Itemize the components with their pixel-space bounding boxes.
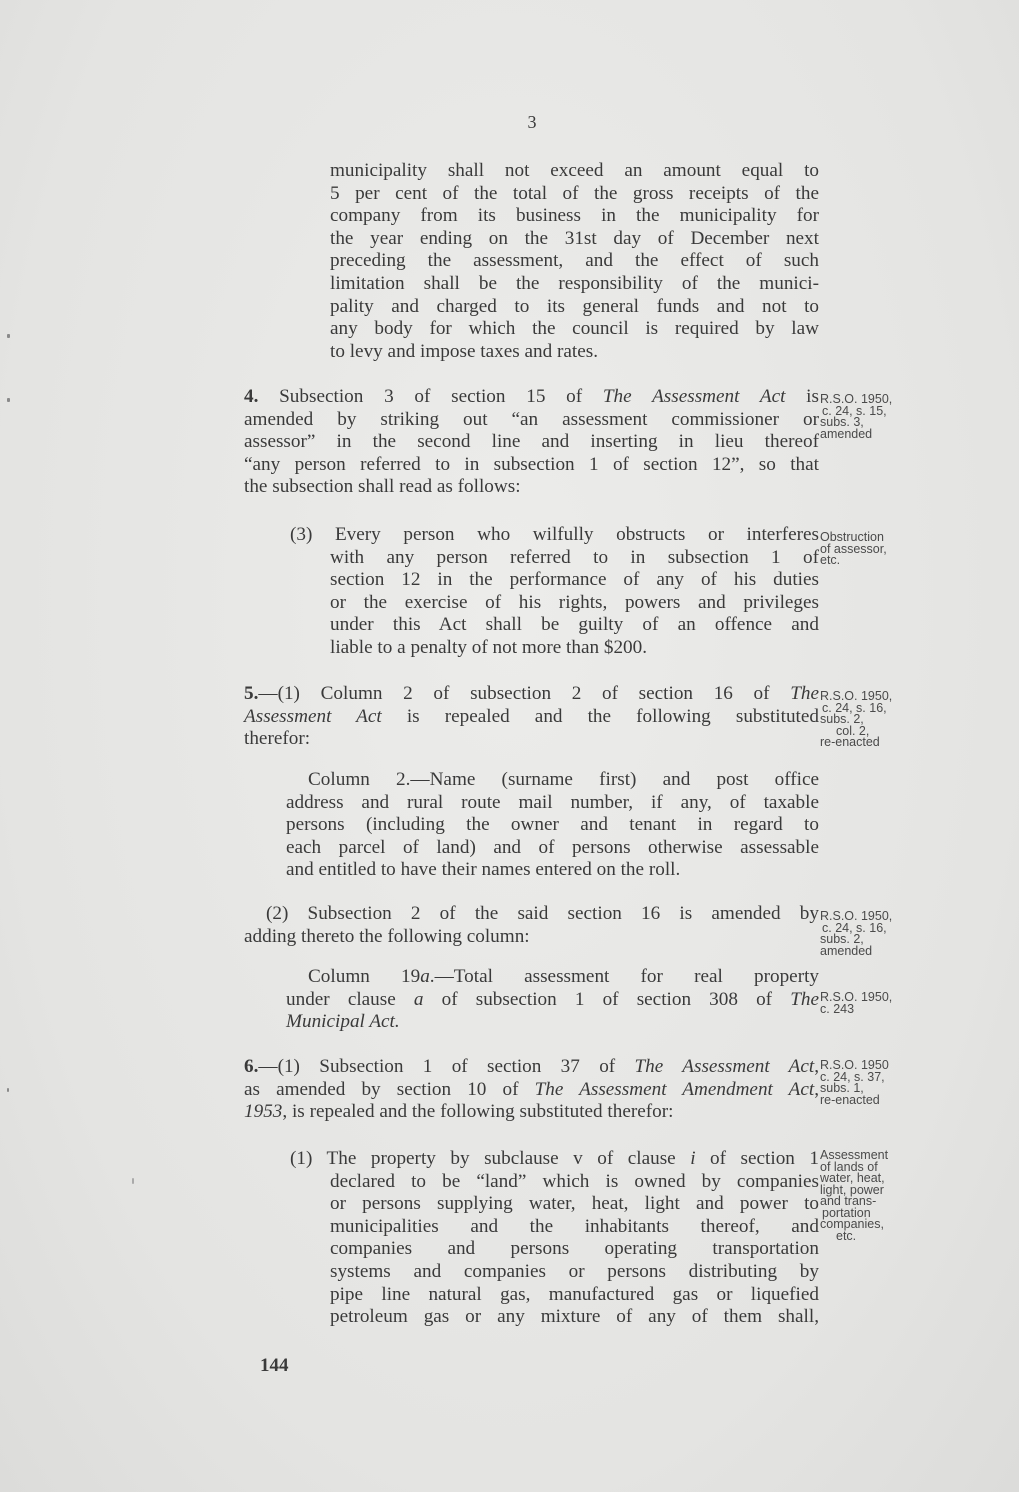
text-line: declared to be “land” which is owned by companies <box>330 1170 819 1192</box>
text-line: under clause a of subsection 1 of section 308 of The <box>286 988 819 1010</box>
text-line: assessor” in the second line and inserting in lieu thereof <box>244 431 819 453</box>
text-line: and entitled to have their names entered on the roll. <box>286 859 681 881</box>
text-line: to levy and impose taxes and rates. <box>330 340 599 362</box>
text-line: Column 19a.—Total assessment for real property <box>308 966 820 987</box>
paper-speck <box>132 1178 134 1184</box>
margin-note-section-5: R.S.O. 1950, c. 24, s. 16, subs. 2, col. 2, re-enacted <box>820 689 893 749</box>
text-line: the subsection shall read as follows: <box>244 476 521 498</box>
continuation-paragraph <box>330 160 819 363</box>
text-line: the year ending on the 31st day of December next <box>330 227 819 249</box>
section-number: 4. <box>244 386 259 407</box>
text-line: 6.—(1) Subsection 1 of section 37 of The Assessment Act, <box>244 1056 819 1077</box>
column-2-definition <box>286 769 819 882</box>
text-line: “any person referred to in subsection 1 of section 12”, so that <box>244 453 819 475</box>
column-19a-definition <box>286 966 819 1034</box>
text-line: company from its business in the municipality for <box>330 205 819 227</box>
text-line: 1953, is repealed and the following substituted therefor: <box>244 1101 674 1123</box>
paper-speck <box>7 334 10 338</box>
section-number: 5. <box>244 683 259 704</box>
page-number-top: 3 <box>527 112 537 132</box>
margin-note-section-6: R.S.O. 1950 c. 24, s. 37, subs. 1, re-enacted <box>820 1058 889 1107</box>
text-line: Column 2.—Name (surname first) and post office <box>308 769 819 790</box>
text-line: 4. Subsection 3 of section 15 of The Assessment Act is <box>244 386 819 407</box>
text-line: municipality shall not exceed an amount equal to <box>330 160 819 181</box>
text-line: (3) Every person who wilfully obstructs or interferes <box>290 524 819 545</box>
section-6 <box>244 1056 819 1124</box>
text-line: any body for which the council is required by law <box>330 318 819 340</box>
text-line: or the exercise of his rights, powers and privileges <box>330 591 819 613</box>
margin-note-assessment-lands: Assessment of lands of water, heat, light, power and trans- portation companies, etc. <box>820 1148 889 1243</box>
text-line: petroleum gas or any mixture of any of them shall, <box>330 1306 819 1328</box>
text-line: address and rural route mail number, if any, of taxable <box>286 791 819 813</box>
section-number: 6. <box>244 1056 259 1077</box>
section-4 <box>244 386 819 499</box>
text-line: as amended by section 10 of The Assessment Amendment Act, <box>244 1078 819 1100</box>
text-line: under this Act shall be guilty of an offence and <box>330 614 819 636</box>
page-number-bottom: 144 <box>260 1355 289 1376</box>
text-line: with any person referred to in subsection 1 of <box>330 546 819 568</box>
text-line: liable to a penalty of not more than $200. <box>330 636 648 658</box>
text-line: amended by striking out “an assessment commissioner or <box>244 408 819 430</box>
section-6-quoted-subsection <box>290 1148 819 1329</box>
text-line: each parcel of land) and of persons otherwise assessable <box>286 836 819 858</box>
text-line: 5 per cent of the total of the gross receipts of the <box>330 182 819 204</box>
text-line: companies and persons operating transportation <box>330 1238 819 1260</box>
text-line: or persons supplying water, heat, light and power to <box>330 1193 819 1215</box>
text-line: section 12 in the performance of any of his duties <box>330 569 819 591</box>
text-line: systems and companies or persons distributing by <box>330 1260 819 1282</box>
text-line: pality and charged to its general funds and not to <box>330 295 819 317</box>
text-line: (1) The property by subclause v of clause i of section 1 <box>290 1148 819 1169</box>
paper-speck <box>7 1088 9 1092</box>
text-line: adding thereto the following column: <box>244 925 530 947</box>
text-line: pipe line natural gas, manufactured gas or liquefied <box>330 1283 819 1305</box>
section-5 <box>244 683 819 751</box>
section-4-quoted-subsection <box>290 524 819 660</box>
paper-speck <box>7 398 10 402</box>
text-line: Assessment Act is repealed and the following substituted <box>244 705 820 727</box>
text-line: persons (including the owner and tenant in regard to <box>286 814 819 836</box>
text-line: Municipal Act. <box>286 1011 400 1033</box>
margin-note-section-4: R.S.O. 1950, c. 24, s. 15, subs. 3, amended <box>820 392 893 441</box>
text-line: therefor: <box>244 728 311 750</box>
text-line: preceding the assessment, and the effect of such <box>330 250 819 272</box>
section-5-subsection-2 <box>244 903 819 948</box>
text-line: limitation shall be the responsibility of the munici- <box>330 272 819 294</box>
margin-note-obstruction: Obstruction of assessor, etc. <box>820 530 887 567</box>
margin-note-municipal-act: R.S.O. 1950, c. 243 <box>820 990 893 1016</box>
margin-note-section-5-sub-2: R.S.O. 1950, c. 24, s. 16, subs. 2, amended <box>820 909 893 958</box>
text-line: (2) Subsection 2 of the said section 16 is amended by <box>266 903 819 924</box>
text-line: 5.—(1) Column 2 of subsection 2 of section 16 of The <box>244 683 819 704</box>
text-line: municipalities and the inhabitants thereof, and <box>330 1215 819 1237</box>
